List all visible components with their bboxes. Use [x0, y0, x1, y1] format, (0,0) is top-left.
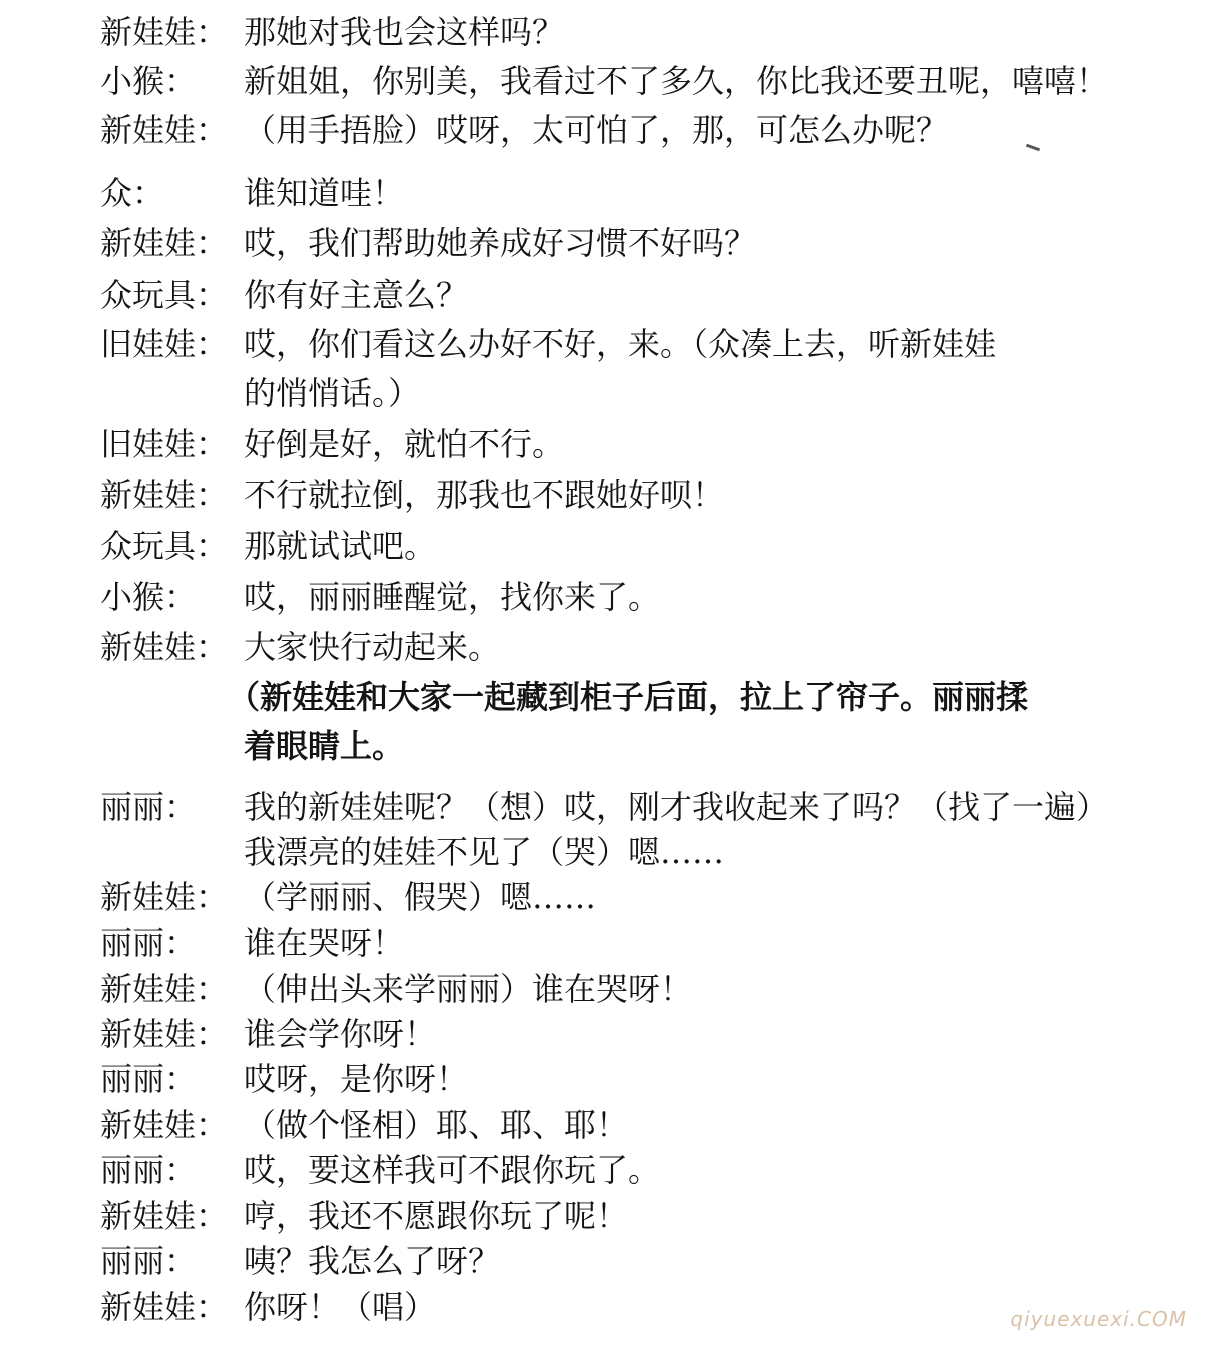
speaker-label: 新娃娃： [100, 1197, 229, 1235]
dialogue-line [0, 471, 1227, 519]
speaker-label: 新娃娃： [100, 1015, 229, 1053]
dialogue-continuation [0, 369, 1227, 417]
dialogue-line [0, 573, 1227, 621]
speaker-label: 旧娃娃： [100, 425, 229, 463]
dialogue-line [0, 1146, 1227, 1194]
speaker-label: 新娃娃： [100, 224, 229, 262]
speaker-label: 新娃娃： [100, 13, 229, 51]
speaker-label: 新娃娃： [100, 878, 229, 916]
speaker-label: 新娃娃： [100, 111, 229, 149]
speaker-label: 丽丽： [100, 924, 197, 962]
dialogue-line [0, 1237, 1227, 1285]
speaker-label: 旧娃娃： [100, 325, 229, 363]
speaker-label: 新娃娃： [100, 1106, 229, 1144]
speaker-label: 丽丽： [100, 1151, 197, 1189]
stage-direction [0, 673, 1227, 721]
dialogue-text: （伸出头来学丽丽）谁在哭呀！ [244, 970, 693, 1008]
dialogue-text: 你呀！（唱） [244, 1288, 437, 1326]
dialogue-text: 我漂亮的娃娃不见了（哭）嗯…… [244, 833, 725, 871]
dialogue-line [0, 623, 1227, 671]
dialogue-line [0, 1010, 1227, 1058]
dialogue-text: （学丽丽、假哭）嗯…… [244, 878, 597, 916]
speaker-label: 丽丽： [100, 1060, 197, 1098]
dialogue-line [0, 522, 1227, 570]
speaker-label: 众： [100, 174, 165, 212]
dialogue-line [0, 169, 1227, 217]
speaker-label: 新娃娃： [100, 1288, 229, 1326]
speaker-label: 小猴： [100, 62, 197, 100]
dialogue-text: 哎，我们帮助她养成好习惯不好吗？ [244, 224, 757, 262]
dialogue-text: 谁在哭呀！ [244, 924, 405, 962]
dialogue-line [0, 919, 1227, 967]
dialogue-line [0, 1055, 1227, 1103]
dialogue-line [0, 420, 1227, 468]
dialogue-text: 不行就拉倒，那我也不跟她好呗！ [244, 476, 725, 514]
stage-direction-text: （新娃娃和大家一起藏到柜子后面，拉上了帘子。丽丽揉 [228, 678, 1029, 716]
dialogue-continuation [0, 828, 1227, 876]
speaker-label: 小猴： [100, 578, 197, 616]
dialogue-text: 哎，丽丽睡醒觉，找你来了。 [244, 578, 661, 616]
dialogue-line [0, 8, 1227, 56]
dialogue-text: （做个怪相）耶、耶、耶！ [244, 1106, 629, 1144]
dialogue-text: 大家快行动起来。 [244, 628, 501, 666]
dialogue-line [0, 1101, 1227, 1149]
dialogue-text: 谁知道哇！ [244, 174, 405, 212]
speaker-label: 丽丽： [100, 1242, 197, 1280]
speaker-label: 新娃娃： [100, 970, 229, 1008]
watermark: qiyuexuexi.COM [1010, 1307, 1187, 1331]
dialogue-line [0, 320, 1227, 368]
speaker-label: 众玩具： [100, 527, 229, 565]
dialogue-line [0, 219, 1227, 267]
dialogue-text: 我的新娃娃呢？（想）哎，刚才我收起来了吗？（找了一遍） [244, 788, 1109, 826]
dialogue-text: 哎，要这样我可不跟你玩了。 [244, 1151, 661, 1189]
speaker-label: 丽丽： [100, 788, 197, 826]
dialogue-line [0, 873, 1227, 921]
dialogue-text: 谁会学你呀！ [244, 1015, 437, 1053]
stage-direction-text: 着眼睛上。 [244, 727, 405, 765]
dialogue-text: 的悄悄话。） [244, 374, 421, 412]
speaker-label: 新娃娃： [100, 628, 229, 666]
dialogue-text: 咦？我怎么了呀？ [244, 1242, 501, 1280]
dialogue-text: 哎呀，是你呀！ [244, 1060, 469, 1098]
dialogue-line [0, 57, 1227, 105]
dialogue-line [0, 1192, 1227, 1240]
speaker-label: 新娃娃： [100, 476, 229, 514]
dialogue-text: 你有好主意么？ [244, 276, 469, 314]
dialogue-text: 那她对我也会这样吗？ [244, 13, 565, 51]
dialogue-text: 新姐姐，你别美，我看过不了多久，你比我还要丑呢，嘻嘻！ [244, 62, 1109, 100]
dialogue-text: 好倒是好，就怕不行。 [244, 425, 565, 463]
dialogue-text: （用手捂脸）哎呀，太可怕了，那，可怎么办呢？ [244, 111, 949, 149]
dialogue-line [0, 106, 1227, 154]
dialogue-text: 那就试试吧。 [244, 527, 437, 565]
dialogue-line [0, 965, 1227, 1013]
speaker-label: 众玩具： [100, 276, 229, 314]
dialogue-text: 哼，我还不愿跟你玩了呢！ [244, 1197, 629, 1235]
stage-direction-continuation [0, 722, 1227, 770]
dialogue-text: 哎，你们看这么办好不好，来。（众凑上去，听新娃娃 [244, 325, 997, 363]
dialogue-line [0, 783, 1227, 831]
dialogue-line [0, 271, 1227, 319]
